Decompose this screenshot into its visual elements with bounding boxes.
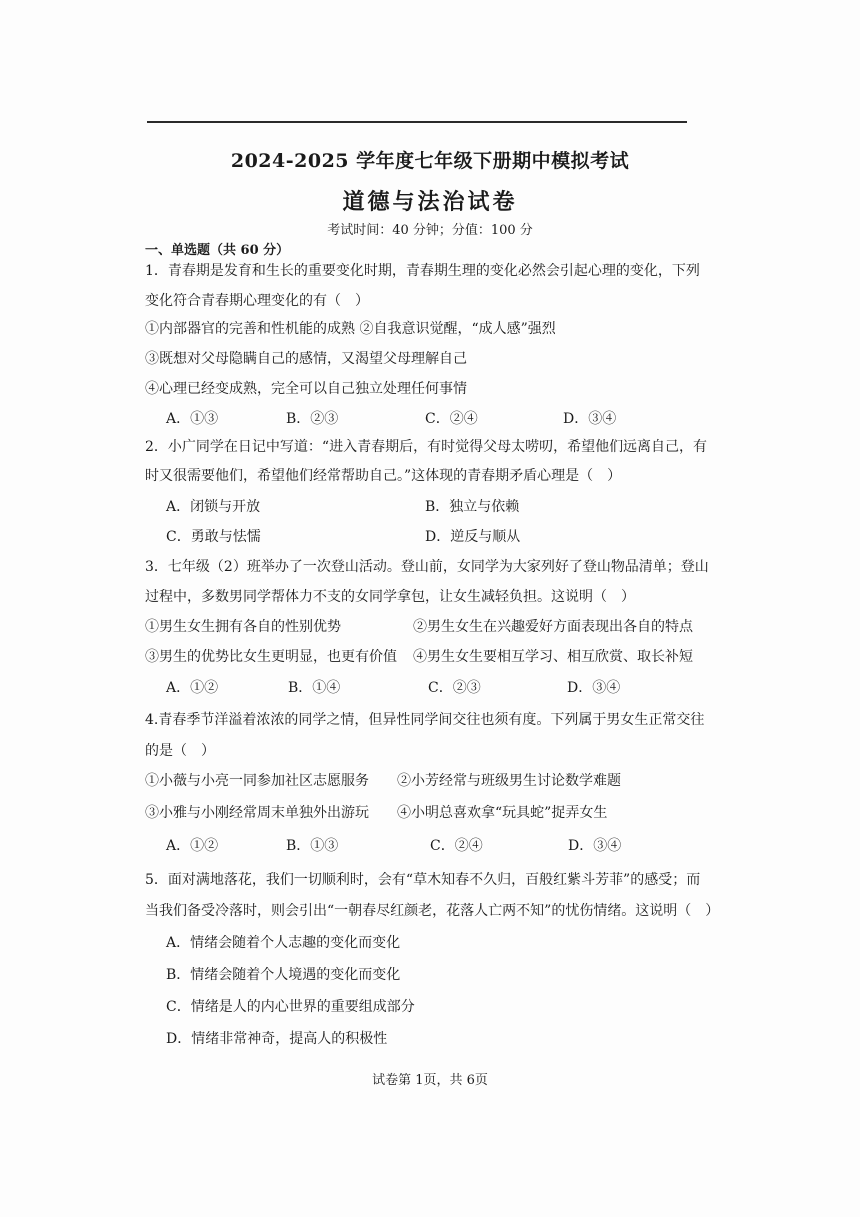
- question-5-option-a: A．情绪会随着个人志趣的变化而变化: [166, 935, 401, 951]
- question-4-option-b: B．①③: [286, 838, 339, 854]
- question-4-option-a: A．①②: [166, 838, 219, 854]
- question-3-statement-3: ③男生的优势比女生更明显，也更有价值: [145, 649, 397, 665]
- question-3-statement-2: ②男生女生在兴趣爱好方面表现出各自的特点: [413, 619, 693, 635]
- question-2-option-b: B．独立与依赖: [425, 499, 520, 515]
- question-1-statement-4: ④心理已经变成熟，完全可以自己独立处理任何事情: [145, 381, 467, 397]
- question-5-option-b: B．情绪会随着个人境遇的变化而变化: [166, 967, 401, 983]
- question-3-stem-line-1: 3．七年级（2）班举办了一次登山活动。登山前，女同学为大家列好了登山物品清单；登山: [145, 559, 709, 575]
- question-4-statement-3: ③小雅与小刚经常周末单独外出游玩: [145, 805, 369, 821]
- question-1-stem-line-1: 1．青春期是发育和生长的重要变化时期，青春期生理的变化必然会引起心理的变化，下列: [145, 263, 700, 279]
- question-4-statement-2: ②小芳经常与班级男生讨论数学难题: [397, 773, 621, 789]
- question-5-stem-line-2: 当我们备受冷落时，则会引出“一朝春尽红颜老，花落人亡两不知”的忧伤情绪。这说明（ ）: [145, 903, 720, 919]
- question-4-option-c: C．②④: [430, 838, 483, 854]
- question-1-option-a: A．①③: [166, 411, 219, 427]
- question-4-statement-4: ④小明总喜欢拿“玩具蛇”捉弄女生: [397, 805, 608, 821]
- page-number-footer: 试卷第 1页，共 6页: [372, 1073, 488, 1088]
- header-rule: [147, 121, 687, 123]
- exam-title: 2024-2025 学年度七年级下册期中模拟考试: [230, 150, 630, 172]
- question-1-stem-line-2: 变化符合青春期心理变化的有（ ）: [145, 293, 369, 309]
- question-3-stem-line-2: 过程中，多数男同学帮体力不支的女同学拿包，让女生减轻负担。这说明（ ）: [145, 589, 635, 605]
- question-3-option-b: B．①④: [288, 680, 341, 696]
- question-3-statement-1: ①男生女生拥有各自的性别优势: [145, 619, 341, 635]
- question-1-statement-1-2: ①内部器官的完善和性机能的成熟 ②自我意识觉醒，“成人感”强烈: [145, 321, 556, 337]
- question-3-option-a: A．①②: [166, 680, 219, 696]
- question-3-option-d: D．③④: [567, 680, 621, 696]
- question-2-option-d: D．逆反与顺从: [425, 529, 521, 545]
- question-1-statement-3: ③既想对父母隐瞒自己的感情，又渴望父母理解自己: [145, 351, 467, 367]
- question-2-stem-line-1: 2．小广同学在日记中写道：“进入青春期后，有时觉得父母太唠叨，希望他们远离自己，有: [145, 439, 708, 455]
- question-5-option-d: D．情绪非常神奇，提高人的积极性: [166, 1031, 388, 1047]
- question-4-option-d: D．③④: [568, 838, 622, 854]
- question-2-option-c: C．勇敢与怯懦: [166, 529, 261, 545]
- question-2-stem-line-2: 时又很需要他们，希望他们经常帮助自己。”这体现的青春期矛盾心理是（ ）: [145, 468, 622, 484]
- question-1-option-c: C．②④: [425, 411, 478, 427]
- question-1-option-b: B．②③: [286, 411, 339, 427]
- question-4-statement-1: ①小薇与小亮一同参加社区志愿服务: [145, 773, 369, 789]
- question-5-option-c: C．情绪是人的内心世界的重要组成部分: [166, 999, 415, 1015]
- section-heading: 一、单选题（共 60 分）: [145, 243, 290, 258]
- question-2-option-a: A．闭锁与开放: [166, 499, 261, 515]
- question-4-stem-line-1: 4.青春季节洋溢着浓浓的同学之情，但异性同学间交往也须有度。下列属于男女生正常交往: [145, 712, 705, 728]
- question-5-stem-line-1: 5．面对满地落花，我们一切顺利时，会有“草木知春不久归，百般红紫斗芳菲”的感受；而: [145, 872, 701, 888]
- question-1-option-d: D．③④: [563, 411, 617, 427]
- question-4-stem-line-2: 的是（ ）: [145, 743, 215, 759]
- question-3-option-c: C．②③: [428, 680, 481, 696]
- exam-subject-title: 道德与法治试卷: [342, 189, 518, 215]
- exam-time-score-info: 考试时间：40 分钟；分值：100 分: [327, 223, 533, 238]
- question-3-statement-4: ④男生女生要相互学习、相互欣赏、取长补短: [413, 649, 693, 665]
